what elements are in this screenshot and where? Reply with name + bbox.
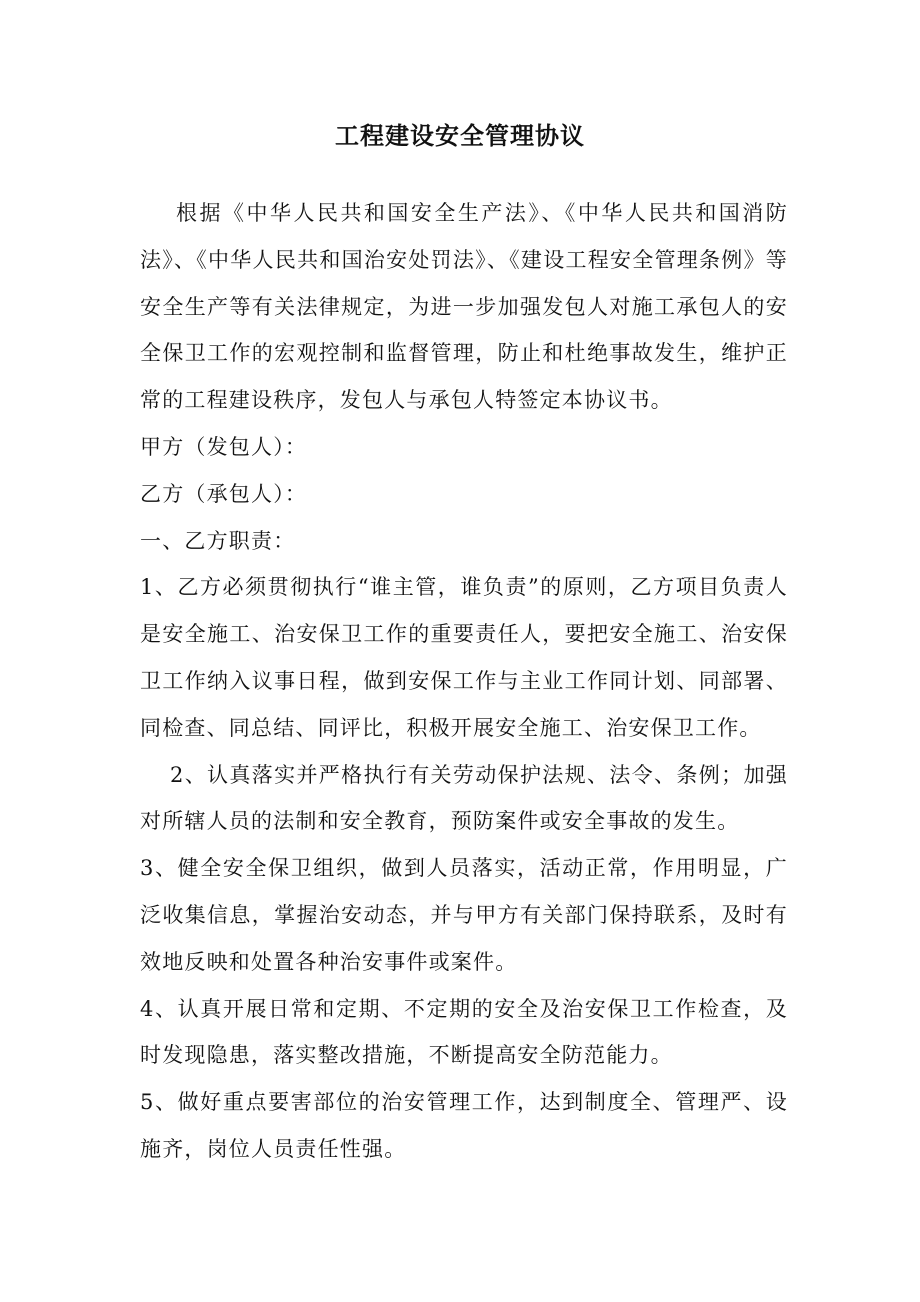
- section-heading-party-b-duties: 一、乙方职责：: [140, 528, 296, 553]
- paragraph-party-a: 甲方（发包人）：: [140, 434, 308, 459]
- paragraph-preamble: 根据《中华人民共和国安全生产法》、《中华人民共和国消防法》、《中华人民共和国治安处罚法》、《建设工程安全管理条例》等安全生产等有关法律规定，为进一步加强发包人对施工承包人的安全保卫工作的宏观控制和监督管理，防止和杜绝事故发生，维护正常的工程建设秩序，发包人与承包人特签定本协议书。: [140, 201, 788, 413]
- document-title: 工程建设安全管理协议: [335, 122, 585, 150]
- paragraph-item-1: 1、乙方必须贯彻执行“谁主管，谁负责”的原则，乙方项目负责人是安全施工、治安保卫工作的重要责任人，要把安全施工、治安保卫工作纳入议事日程，做到安保工作与主业工作同计划、同部署、同检查、同总结、同评比，积极开展安全施工、治安保卫工作。: [140, 575, 788, 740]
- document-body: [140, 190, 788, 1173]
- paragraph-party-b: 乙方（承包人）：: [140, 481, 308, 506]
- paragraph-item-2: 2、认真落实并严格执行有关劳动保护法规、法令、条例；加强对所辖人员的法制和安全教育，预防案件或安全事故的发生。: [140, 762, 788, 834]
- paragraph-item-4: 4、认真开展日常和定期、不定期的安全及治安保卫工作检查，及时发现隐患，落实整改措施，不断提高安全防范能力。: [140, 996, 788, 1068]
- paragraph-item-5: 5、做好重点要害部位的治安管理工作，达到制度全、管理严、设施齐，岗位人员责任性强。: [140, 1090, 788, 1161]
- paragraph-item-3: 3、健全安全保卫组织，做到人员落实，活动正常，作用明显，广泛收集信息，掌握治安动态，并与甲方有关部门保持联系，及时有效地反映和处置各种治安事件或案件。: [140, 856, 788, 974]
